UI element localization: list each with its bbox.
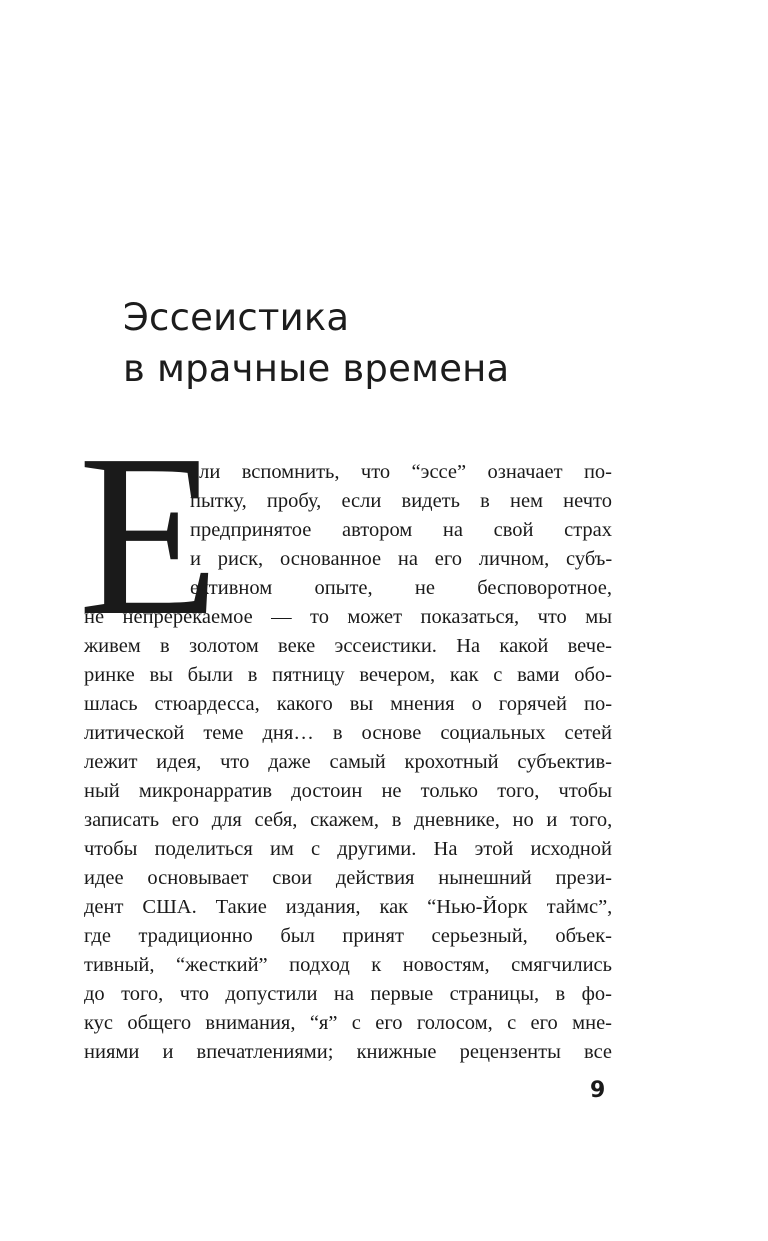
page-number: 9 xyxy=(590,1078,606,1103)
text-line: и риск, основанное на его личном, субъ- xyxy=(190,548,613,570)
text-line: идее основывает свои действия нынешний прези- xyxy=(84,867,612,889)
text-line: ный микронарратив достоин не только того, чтобы xyxy=(84,780,612,802)
text-line: шлась стюардесса, какого вы мнения о горячей по- xyxy=(84,693,613,715)
text-line: дент США. Такие издания, как “Нью-Йорк таймс”, xyxy=(84,896,613,918)
text-line: не непререкаемое — то может показаться, что мы xyxy=(84,606,612,628)
text-line: ективном опыте, не бесповоротное, xyxy=(190,577,612,599)
chapter-title-line: в мрачные времена xyxy=(123,347,510,390)
text-line: кус общего внимания, “я” с его голосом, с его мне- xyxy=(84,1012,613,1034)
text-line: где традиционно был принят серьезный, объек- xyxy=(84,925,612,947)
chapter-title-line: Эссеистика xyxy=(123,296,350,339)
text-line: до того, что допустили на первые страницы, в фо- xyxy=(84,983,612,1005)
text-line: лежит идея, что даже самый крохотный субъектив- xyxy=(84,751,612,773)
text-line: живем в золотом веке эссеистики. На какой вече- xyxy=(84,635,612,657)
text-line: сли вспомнить, что “эссе” означает по- xyxy=(190,461,612,483)
text-line: тивный, “жесткий” подход к новостям, смягчились xyxy=(84,954,612,976)
text-line: пытку, пробу, если видеть в нем нечто xyxy=(190,490,612,512)
drop-cap-letter: Е xyxy=(78,407,220,664)
text-line: предпринятое автором на свой страх xyxy=(190,519,612,541)
text-line: ринке вы были в пятницу вечером, как с вами обо- xyxy=(84,664,612,686)
text-line: записать его для себя, скажем, в дневнике, но и того, xyxy=(84,809,613,831)
text-line: ниями и впечатлениями; книжные рецензенты все xyxy=(84,1041,613,1063)
text-line: чтобы поделиться им с другими. На этой исходной xyxy=(84,838,612,860)
text-line: литической теме дня… в основе социальных сетей xyxy=(84,722,612,744)
